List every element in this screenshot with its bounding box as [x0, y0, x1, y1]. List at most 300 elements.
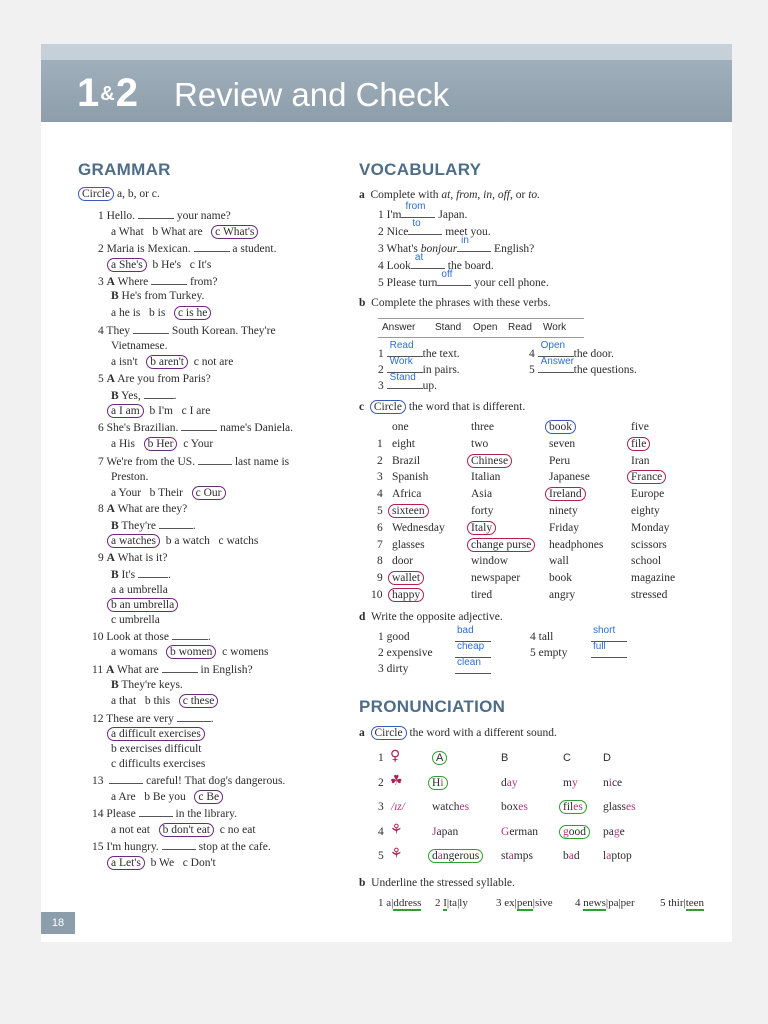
grammar-q8-options: a watches b a watch c watchs: [107, 534, 258, 548]
grammar-q8-b: B They're .: [111, 520, 196, 532]
word-cell: [603, 800, 636, 814]
item-text: up.: [422, 380, 437, 392]
grammar-q15-options: a Let's b We c Don't: [107, 856, 216, 870]
item-text: Please turn: [386, 277, 438, 289]
word: forty: [471, 505, 494, 517]
grammar-q7: 7 We're from the US. last name is: [98, 456, 290, 468]
answer-blank: [387, 372, 423, 389]
vocab-b-item: [378, 372, 437, 393]
syllable: ly: [459, 897, 468, 909]
grammar-q10-options: a womans b women c womens: [111, 646, 269, 658]
handwritten-answer: from: [405, 201, 426, 212]
sound-letters: J: [432, 825, 437, 838]
item-number: 3: [378, 380, 384, 392]
word-cell: [545, 420, 576, 434]
header-letter: D: [603, 752, 611, 764]
word-cell: [501, 849, 533, 863]
word-cell: [603, 825, 625, 839]
word: Hi: [428, 776, 448, 790]
word: Japanese: [549, 471, 590, 484]
row-number: 5: [378, 850, 384, 862]
vocab-a-item: [378, 252, 494, 273]
column-header: [501, 751, 508, 765]
row-number: 4: [377, 488, 383, 501]
pron-b-instruction: b Underline the stressed syllable.: [359, 877, 515, 889]
word-cell: [631, 420, 649, 434]
row-number: 7: [377, 538, 383, 551]
word: page: [603, 825, 625, 838]
word-cell: [392, 470, 428, 484]
word-cell: [467, 538, 535, 552]
verb-open: Open: [473, 322, 498, 333]
grammar-q3: 3 A Where from?: [98, 276, 218, 288]
sound-letters: es: [518, 801, 528, 813]
row-number: 3: [377, 471, 383, 484]
grammar-q13-options: a Are b Be you c Be: [111, 790, 223, 804]
word: watches: [432, 801, 470, 813]
word: eighty: [631, 505, 660, 517]
sound-symbol: /ɪz/: [391, 801, 405, 813]
syllable: a: [386, 897, 392, 909]
vocab-b-item: [529, 356, 637, 377]
word-cell: [631, 521, 669, 535]
grammar-q3-options: a he is b is c is he: [111, 306, 211, 320]
word-cell: [428, 849, 483, 863]
item-text: Japan.: [438, 209, 468, 221]
header-letter: C: [563, 752, 571, 764]
grammar-q2-options: a She's b He's c It's: [107, 258, 211, 272]
word-cell: [392, 538, 425, 552]
verb-stand: Stand: [435, 322, 462, 333]
grammar-q12-option-a: a difficult exercises: [107, 727, 205, 741]
vocab-a-item: [378, 201, 468, 222]
handwritten-answer: in: [461, 235, 469, 246]
sound-picture-icon: ☘: [390, 772, 403, 789]
header-letter: A: [432, 751, 447, 765]
word-cell: [549, 470, 590, 484]
word: seven: [549, 437, 576, 450]
handwritten-answer: Work: [389, 356, 413, 367]
word-cell: [559, 800, 587, 814]
word: angry: [549, 589, 576, 601]
item-text: good: [386, 631, 410, 643]
word-cell: [471, 504, 493, 518]
item-text: the questions.: [573, 364, 637, 376]
word-cell: [563, 776, 578, 790]
answer-blank: [457, 235, 491, 252]
grammar-q3-b: B He's from Turkey.: [111, 290, 205, 302]
item-text: in pairs.: [422, 364, 460, 376]
item-number: 2: [378, 226, 384, 238]
vocab-a-item: [378, 235, 535, 256]
sound-letters: es: [626, 801, 636, 813]
word: wallet: [388, 571, 424, 585]
vocab-d-item: [530, 646, 567, 660]
handwritten-answer: Open: [540, 340, 566, 351]
grammar-q6: 6 She's Brazilian. name's Daniela.: [98, 422, 294, 434]
word-cell: [627, 437, 650, 451]
word-cell: [559, 825, 590, 839]
word: Italian: [471, 471, 501, 484]
grammar-q14-options: a not eat b don't eat c no eat: [111, 824, 256, 836]
word-cell: [501, 800, 528, 814]
answer-blank: [591, 641, 627, 658]
word-cell: [388, 571, 424, 585]
item-number: 1: [378, 209, 384, 221]
word-cell: [471, 420, 494, 434]
grammar-instruction: Circle a, b, or c.: [78, 187, 160, 201]
word-cell: [432, 825, 458, 839]
item-text: expensive: [386, 647, 433, 659]
vocab-a-item: [378, 218, 491, 239]
word: newspaper: [471, 572, 521, 585]
handwritten-answer: off: [441, 269, 453, 280]
word-cell: [631, 538, 667, 552]
word-cell: [631, 454, 650, 468]
row-number: 4: [378, 825, 384, 838]
vocab-d-item: [530, 630, 553, 644]
item-number: 4: [529, 348, 535, 360]
item-text: the board.: [447, 260, 494, 272]
item-number: 3: [378, 243, 384, 255]
word: glasses: [603, 801, 636, 813]
stress-item: 1 a|ddress: [378, 897, 422, 909]
item-text: tall: [538, 631, 554, 643]
word: eight: [392, 437, 415, 450]
word-cell: [388, 588, 424, 602]
word: Africa: [392, 488, 422, 501]
vocab-a-item: [378, 269, 549, 290]
grammar-q9: 9 A What is it?: [98, 552, 168, 564]
handwritten-answer: to: [412, 218, 421, 229]
word-cell: [549, 521, 579, 535]
word-cell: [392, 487, 421, 501]
item-number: 1: [378, 897, 387, 909]
handwritten-answer: full: [593, 641, 606, 652]
item-text: empty: [538, 647, 568, 659]
grammar-q11: 11 A What are in English?: [92, 664, 253, 676]
handwritten-answer: Read: [389, 340, 414, 351]
word: file: [627, 437, 650, 451]
word: change purse: [467, 538, 535, 552]
grammar-q7-cont: Preston.: [111, 471, 149, 483]
word: German: [501, 825, 539, 838]
item-number: 2: [435, 897, 444, 909]
answer-blank: [538, 356, 574, 373]
column-header: [603, 751, 611, 765]
word: laptop: [603, 850, 632, 862]
word-cell: [471, 487, 492, 501]
item-number: 1: [378, 348, 384, 360]
workbook-page: [41, 44, 732, 942]
grammar-q1-options: a What b What are c What's: [111, 225, 258, 239]
word-cell: [501, 825, 538, 839]
word: files: [559, 800, 587, 814]
word-cell: [471, 554, 508, 568]
word-cell: [392, 454, 420, 468]
stress-item: 5 thir|teen: [660, 897, 705, 909]
answer-blank: [455, 657, 491, 674]
item-text: I'm: [386, 209, 402, 221]
word-cell: [471, 588, 492, 602]
word-cell: [549, 454, 570, 468]
word-cell: [432, 800, 469, 814]
item-number: 1: [378, 631, 384, 643]
word: scissors: [631, 538, 667, 551]
word: France: [627, 470, 666, 484]
word-cell: [631, 571, 675, 585]
row-number: 5: [377, 505, 383, 517]
item-number: 4: [530, 631, 536, 643]
sound-letters: es: [573, 801, 583, 813]
sound-letters: i: [608, 776, 612, 789]
vocab-b-instruction: b Complete the phrases with these verbs.: [359, 297, 551, 309]
syllable: teen: [685, 897, 705, 909]
item-number: 2: [378, 364, 384, 376]
word: Europe: [631, 488, 665, 501]
word: Monday: [631, 521, 670, 534]
sound-letters: G: [501, 825, 510, 838]
verb-read: Read: [508, 322, 532, 333]
row-number: 1: [378, 752, 384, 764]
word-cell: [471, 470, 500, 484]
word-cell: [631, 487, 664, 501]
grammar-q12: 12 These are very .: [92, 713, 214, 725]
grammar-q9-b: B It's .: [111, 569, 171, 581]
grammar-q12-option-c: c difficults exercises: [111, 758, 206, 770]
syllable: sive: [534, 897, 553, 909]
word: Spanish: [392, 471, 429, 484]
word-cell: [631, 554, 661, 568]
verb-answer: Answer: [382, 322, 416, 333]
item-number: 3: [378, 663, 384, 675]
syllable: ta: [449, 897, 458, 909]
handwritten-answer: clean: [457, 657, 481, 668]
grammar-heading: GRAMMAR: [78, 160, 171, 179]
word-cell: [549, 571, 572, 585]
word: school: [631, 555, 662, 568]
word: stressed: [631, 589, 668, 601]
vocab-a-instruction: a Complete with at, from, in, off, or to.: [359, 189, 541, 201]
word-cell: [467, 521, 496, 535]
word: Chinese: [467, 454, 512, 468]
word: bad: [563, 850, 580, 862]
word: tired: [471, 589, 493, 601]
word-cell: [501, 776, 518, 790]
sound-letters: y: [571, 776, 578, 789]
word-cell: [392, 554, 413, 568]
sound-picture-icon: ⚘: [390, 821, 403, 838]
word: wall: [549, 555, 569, 568]
word: glasses: [392, 538, 425, 551]
word: boxes: [501, 801, 528, 813]
word: magazine: [631, 572, 676, 585]
grammar-q4: 4 They South Korean. They're: [98, 325, 276, 337]
word: book: [549, 572, 572, 585]
answer-blank: [408, 218, 442, 235]
syllable: ex: [504, 897, 515, 909]
handwritten-answer: at: [414, 252, 424, 263]
word-cell: [627, 470, 666, 484]
item-number: 3: [496, 897, 505, 909]
word: headphones: [549, 538, 604, 551]
title-banner: [41, 44, 732, 122]
handwritten-answer: cheap: [457, 641, 485, 652]
word: good: [559, 825, 590, 839]
grammar-q5-b: B Yes, .: [111, 390, 177, 402]
word-cell: [631, 504, 660, 518]
grammar-q12-option-b: b exercises difficult: [111, 743, 202, 755]
item-text: the text.: [422, 348, 460, 360]
word-cell: [549, 588, 575, 602]
word: Friday: [549, 521, 580, 534]
answer-blank: [411, 252, 445, 269]
vocabulary-heading: VOCABULARY: [359, 160, 482, 179]
page-title: Review and Check: [174, 76, 450, 113]
item-text: your cell phone.: [474, 277, 549, 289]
grammar-q14: 14 Please in the library.: [92, 808, 238, 820]
word: sixteen: [388, 504, 429, 518]
word-cell: [388, 504, 429, 518]
sound-picture-icon: ♀: [390, 748, 401, 764]
syllable: pen: [516, 897, 533, 909]
word: Brazil: [392, 454, 421, 467]
word: ninety: [549, 505, 578, 517]
word-cell: [471, 571, 520, 585]
column-header: [432, 751, 447, 765]
item-text: the door.: [573, 348, 614, 360]
page-number: 18: [41, 912, 75, 934]
stress-item: 3 ex|pen|sive: [496, 897, 553, 909]
word: door: [392, 555, 414, 568]
grammar-q4-cont: Vietnamese.: [111, 340, 168, 352]
item-number: 5: [378, 277, 384, 289]
word: stamps: [501, 850, 533, 862]
sound-letters: a: [508, 850, 514, 862]
item-italic: bonjour: [420, 243, 458, 255]
pronunciation-heading: PRONUNCIATION: [359, 697, 506, 716]
word: Ireland: [545, 487, 586, 501]
grammar-q15: 15 I'm hungry. stop at the cafe.: [92, 841, 271, 853]
item-number: 5: [660, 897, 669, 909]
word: five: [631, 421, 649, 433]
word-cell: [392, 437, 415, 451]
item-number: 4: [575, 897, 584, 909]
syllable: pa: [608, 897, 619, 909]
word-cell: [563, 849, 580, 863]
word: three: [471, 421, 494, 433]
vocab-d-instruction: d Write the opposite adjective.: [359, 611, 503, 623]
word: happy: [388, 588, 424, 602]
word: Italy: [467, 521, 496, 535]
handwritten-answer: Stand: [389, 372, 416, 383]
syllable: per: [620, 897, 635, 909]
word-cell: [549, 437, 575, 451]
word-cell: [631, 588, 667, 602]
word: book: [545, 420, 576, 434]
word-cell: [467, 454, 512, 468]
word-cell: [545, 487, 586, 501]
item-number: 2: [378, 647, 384, 659]
syllable: I: [443, 897, 447, 909]
grammar-q7-options: a Your b Their c Our: [111, 486, 226, 500]
sound-letters: a: [568, 850, 574, 862]
word: dangerous: [428, 849, 483, 863]
item-text: What's: [386, 243, 421, 255]
word-cell: [603, 849, 632, 863]
grammar-q4-options: a isn't b aren't c not are: [111, 356, 234, 368]
grammar-q11-options: a that b this c these: [111, 694, 218, 708]
sound-letters: g: [563, 825, 569, 838]
sound-letters: ay: [506, 776, 518, 789]
word-cell: [392, 420, 409, 434]
sound-letters: a: [437, 850, 443, 862]
word: nice: [603, 776, 623, 789]
grammar-q9-option-c: c umbrella: [111, 614, 160, 626]
grammar-q1: 1 Hello. your name?: [98, 210, 231, 222]
grammar-q2: 2 Maria is Mexican. a student.: [98, 243, 277, 255]
grammar-q6-options: a His b Her c Your: [111, 438, 214, 450]
vocab-d-item: [378, 630, 410, 644]
item-number: 5: [529, 364, 535, 376]
vocab-d-item: [378, 662, 408, 676]
grammar-q8: 8 A What are they?: [98, 503, 188, 515]
row-number: 1: [377, 437, 383, 450]
verb-box: [378, 318, 584, 338]
item-text: English?: [494, 243, 535, 255]
grammar-q11-b: B They're keys.: [111, 679, 183, 691]
sound-letters: es: [459, 801, 470, 813]
grammar-q5: 5 A Are you from Paris?: [98, 373, 211, 385]
column-header: [563, 751, 571, 765]
word: one: [392, 421, 409, 433]
word: two: [471, 437, 489, 450]
grammar-q10: 10 Look at those .: [92, 631, 211, 643]
handwritten-answer: Answer: [540, 356, 574, 367]
row-number: 2: [378, 776, 384, 789]
word-cell: [549, 504, 578, 518]
stress-item: 2 I|ta|ly: [435, 897, 468, 909]
sound-picture-icon: ⚘: [390, 846, 403, 862]
word: Peru: [549, 454, 571, 467]
word-cell: [549, 554, 569, 568]
grammar-q13: 13 careful! That dog's dangerous.: [92, 775, 286, 787]
grammar-q5-options: a I am b I'm c I are: [107, 404, 210, 418]
vocab-c-instruction: c Circle the word that is different.: [359, 401, 526, 413]
vocab-d-item: [378, 646, 433, 660]
word-cell: [392, 521, 445, 535]
header-letter: B: [501, 752, 509, 764]
word: day: [501, 776, 518, 789]
word-cell: [549, 538, 603, 552]
word: my: [563, 776, 578, 789]
word: Iran: [631, 454, 650, 467]
word-cell: [428, 776, 448, 790]
syllable: thir: [668, 897, 684, 909]
item-text: dirty: [386, 663, 409, 675]
syllable: ddress: [393, 897, 422, 909]
item-text: Look: [386, 260, 411, 272]
unit-number: 1&2: [77, 71, 138, 115]
word-cell: [603, 776, 622, 790]
sound-letters: a: [606, 850, 612, 862]
handwritten-answer: bad: [457, 625, 474, 636]
sound-letters: i: [440, 776, 444, 789]
item-text: meet you.: [445, 226, 491, 238]
word: Asia: [471, 488, 493, 501]
pron-a-instruction: a Circle the word with a different sound.: [359, 727, 557, 739]
row-number: 2: [377, 454, 383, 467]
